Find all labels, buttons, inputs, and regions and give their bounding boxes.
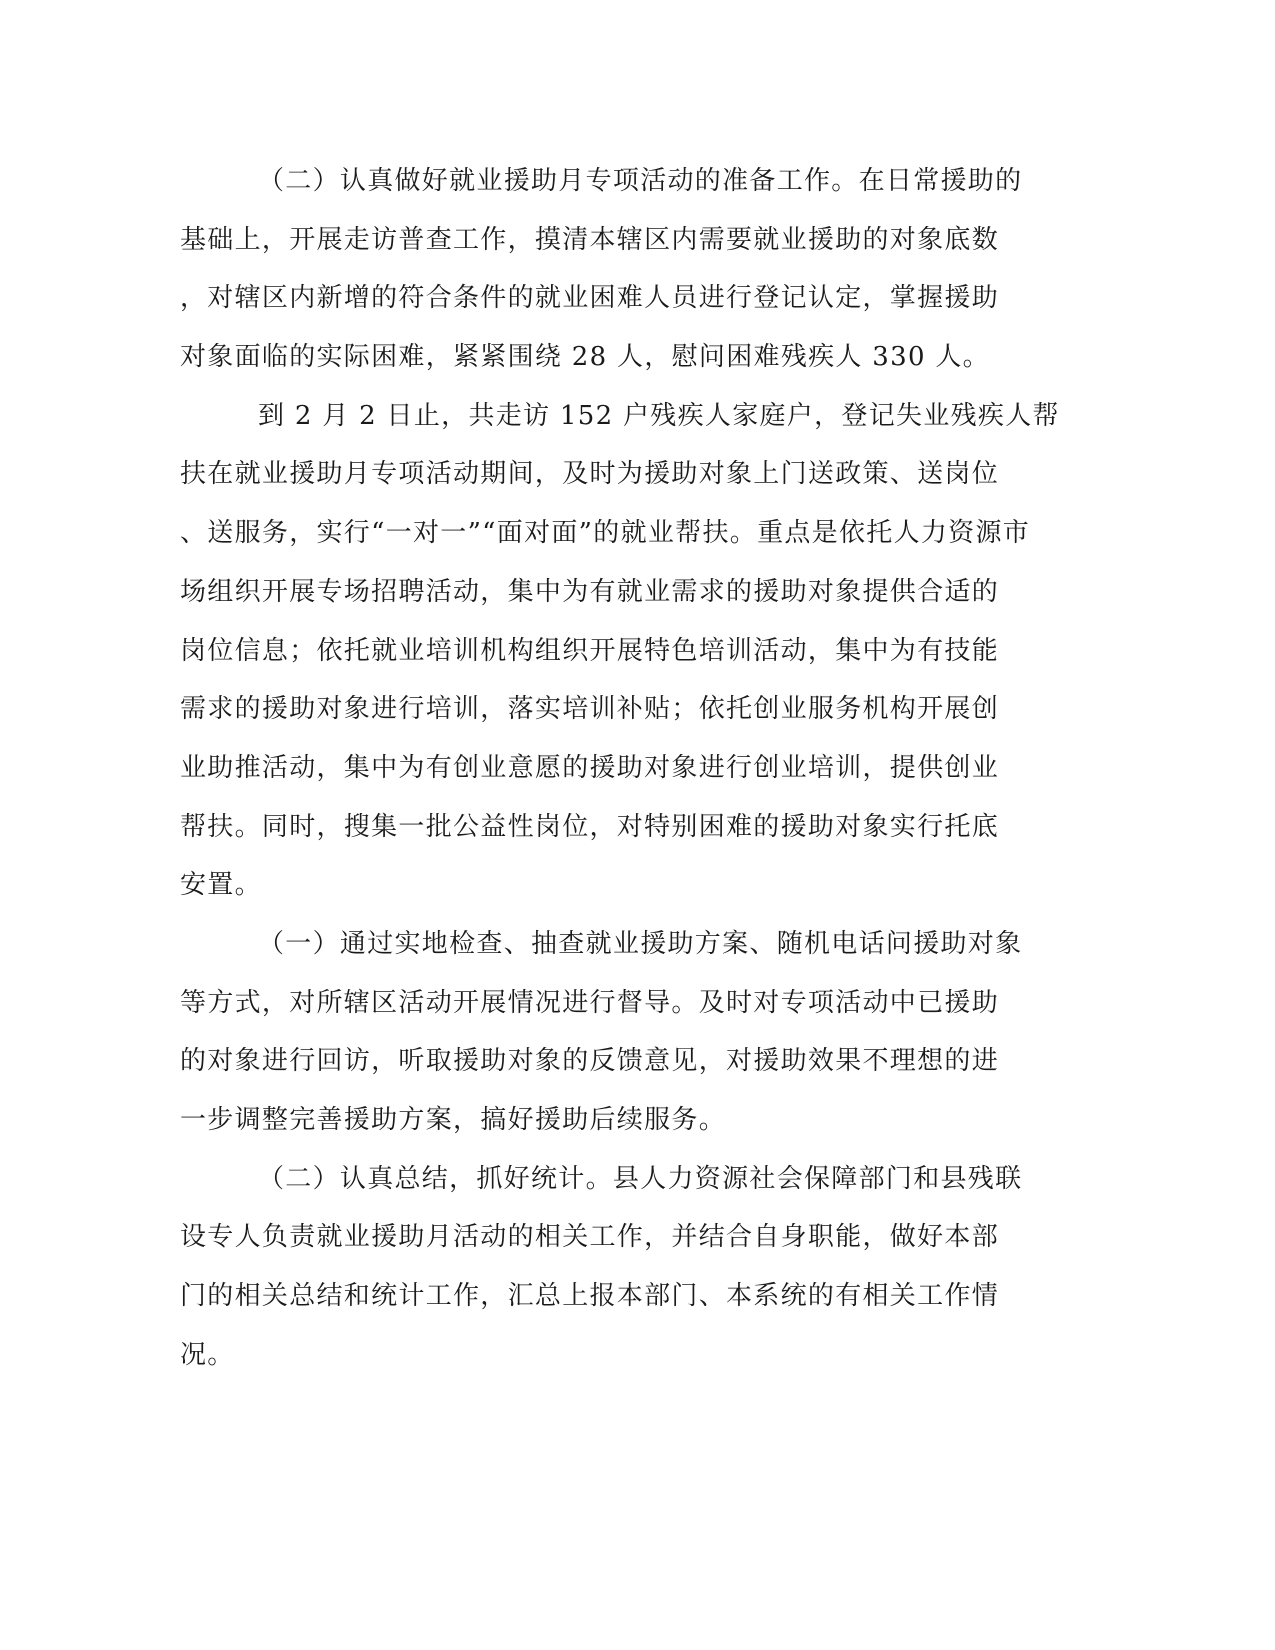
paragraph-4-line-1: （二）认真总结，抓好统计。县人力资源社会保障部门和县残联 [258,1163,1023,1194]
paragraph-2-line-2: 扶在就业援助月专项活动期间，及时为援助对象上门送政策、送岗位 [180,459,1000,490]
paragraph-3-line-1: （一）通过实地检查、抽查就业援助方案、随机电话问援助对象 [258,928,1023,959]
paragraph-4-line-3: 门的相关总结和统计工作，汇总上报本部门、本系统的有相关工作情 [180,1281,1000,1312]
paragraph-3-line-4: 一步调整完善援助方案，搞好援助后续服务。 [180,1105,727,1135]
paragraph-3-line-3: 的对象进行回访，听取援助对象的反馈意见，对援助效果不理想的进 [180,1046,1000,1077]
paragraph-3-line-2: 等方式，对所辖区活动开展情况进行督导。及时对专项活动中已援助 [180,987,1000,1018]
paragraph-2-line-4: 场组织开展专场招聘活动，集中为有就业需求的援助对象提供合适的 [180,576,1000,607]
document-body [180,152,1060,1384]
paragraph-2-line-1: 到 2 月 2 日止，共走访 152 户残疾人家庭户，登记失业残疾人帮 [258,400,1060,431]
paragraph-2-line-7: 业助推活动，集中为有创业意愿的援助对象进行创业培训，提供创业 [180,752,1000,783]
paragraph-2-line-3: 、送服务，实行“一对一”“面对面”的就业帮扶。重点是依托人力资源市 [180,518,1031,549]
paragraph-2-line-9: 安置。 [180,870,262,901]
paragraph-2-line-5: 岗位信息；依托就业培训机构组织开展特色培训活动，集中为有技能 [180,635,1000,666]
paragraph-4-line-2: 设专人负责就业援助月活动的相关工作，并结合自身职能，做好本部 [180,1222,1000,1253]
paragraph-1-line-3: ，对辖区内新增的符合条件的就业困难人员进行登记认定，掌握援助 [180,283,1000,314]
paragraph-1-line-2: 基础上，开展走访普查工作，摸清本辖区内需要就业援助的对象底数 [180,224,1000,255]
paragraph-4-line-4: 况。 [180,1339,235,1370]
paragraph-2-line-6: 需求的援助对象进行培训，落实培训补贴；依托创业服务机构开展创 [180,694,1000,725]
paragraph-1-line-4: 对象面临的实际困难，紧紧围绕 28 人，慰问困难残疾人 330 人。 [180,342,990,373]
paragraph-1-line-1: （二）认真做好就业援助月专项活动的准备工作。在日常援助的 [258,166,1023,196]
paragraph-2-line-8: 帮扶。同时，搜集一批公益性岗位，对特别困难的援助对象实行托底 [180,811,1000,842]
